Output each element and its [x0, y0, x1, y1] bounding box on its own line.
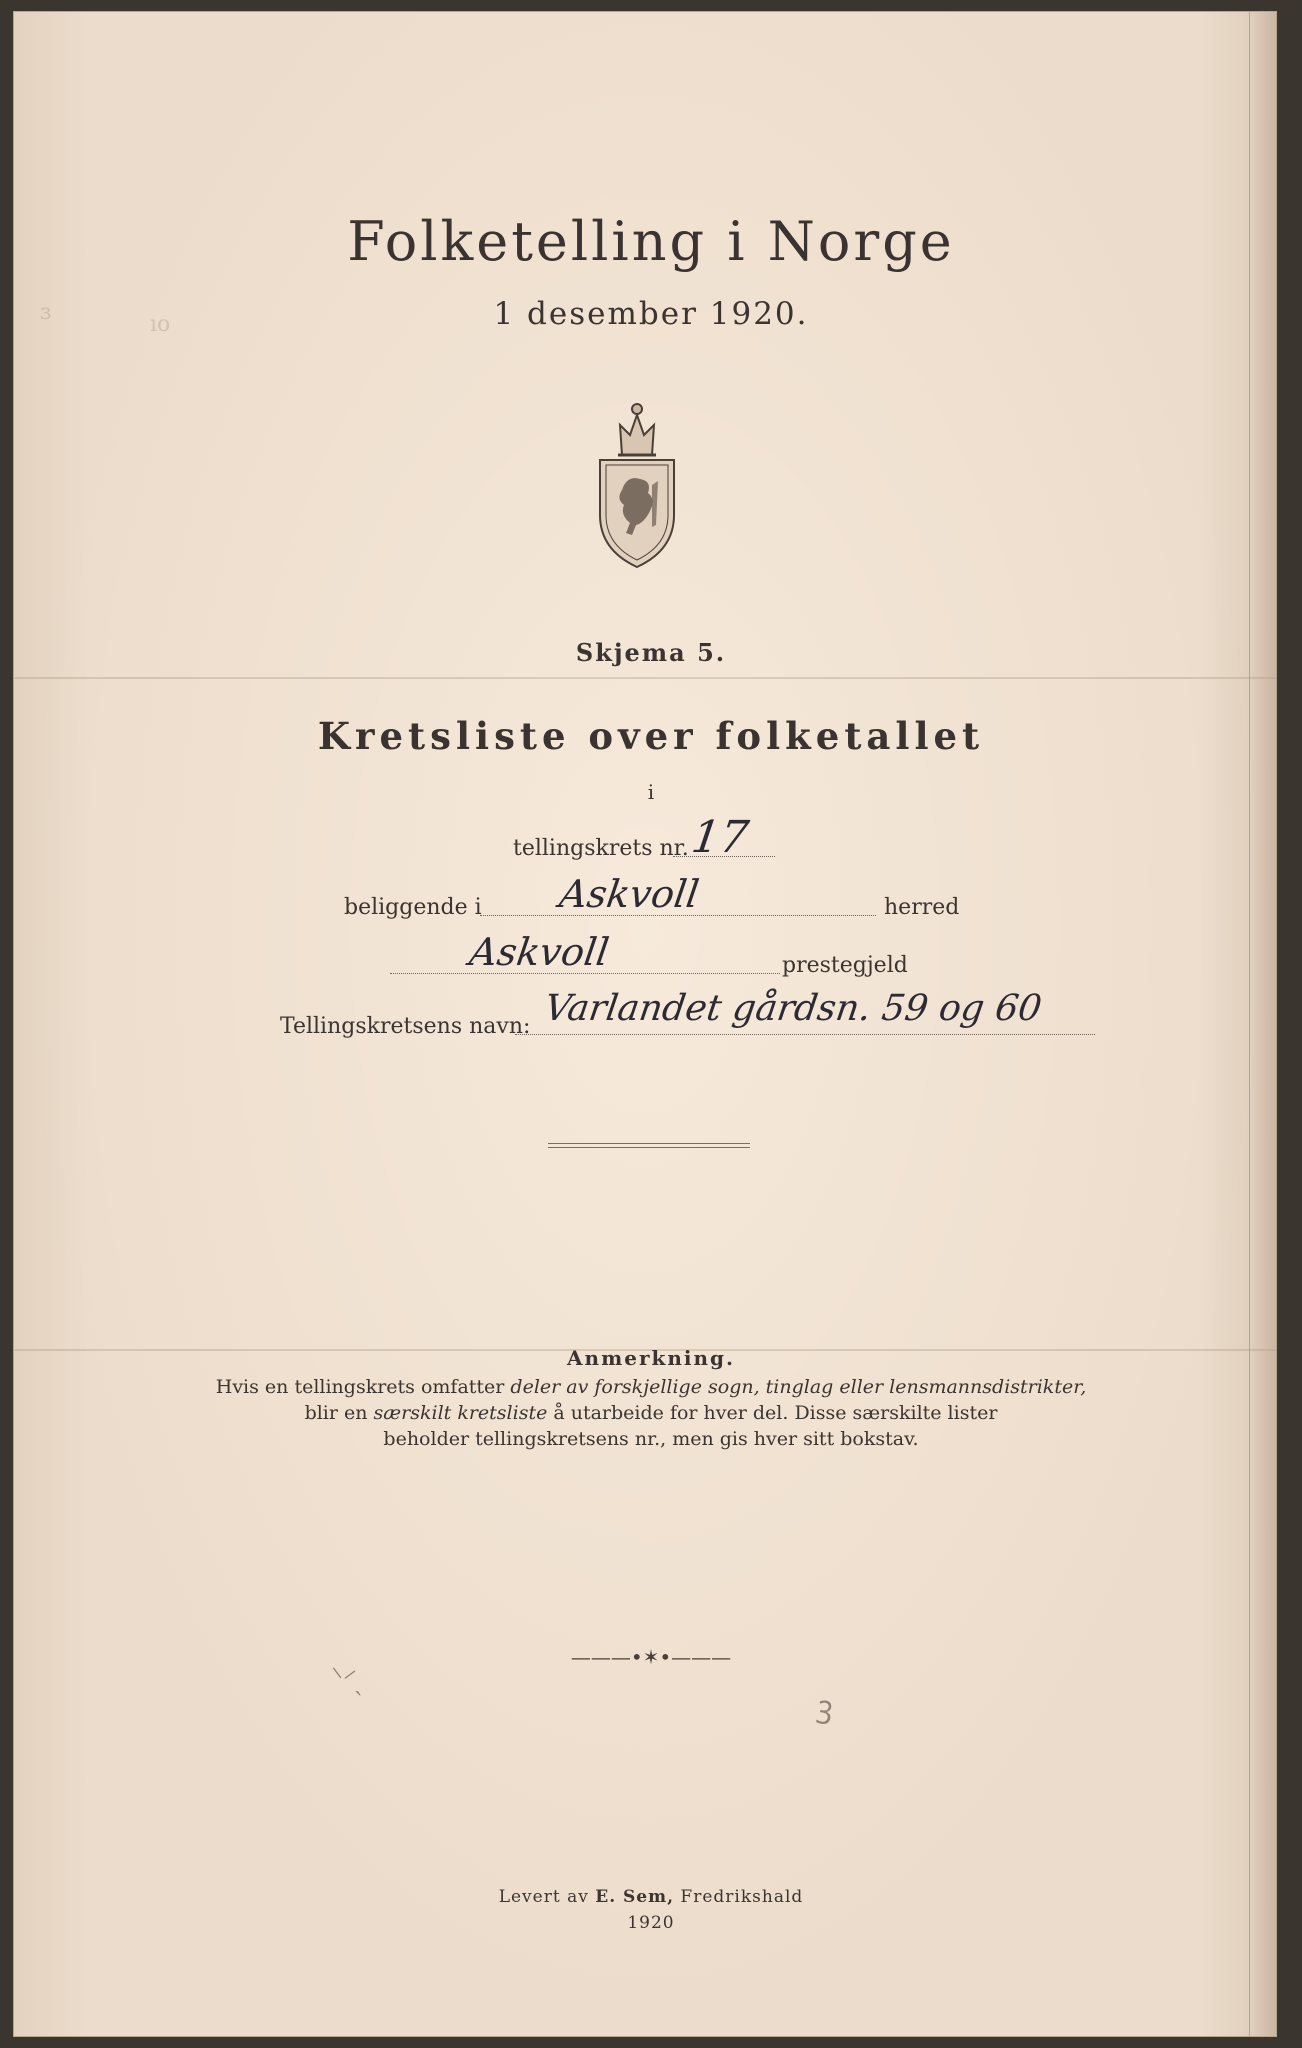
- remark-title: Anmerkning.: [567, 1346, 735, 1370]
- district-name-line: [515, 1034, 1095, 1035]
- printer-year: 1920: [627, 1913, 675, 1933]
- remark-line: [0, 1374, 1302, 1400]
- remark-emphasis: deler av forskjellige sogn, tinglag eller lensmannsdistrikter,: [510, 1376, 1087, 1398]
- form-heading: Kretsliste over folketallet: [317, 714, 985, 758]
- ink-smudge: ꝫ: [815, 1689, 836, 1726]
- ornament-divider: ———•✶•———: [570, 1645, 732, 1669]
- printer-place: Fredrikshald: [674, 1887, 804, 1907]
- printer-line: [0, 1884, 1302, 1910]
- parish-value: Askvoll: [466, 930, 612, 974]
- section-divider: [548, 1143, 750, 1144]
- document-date: 1 desember 1920.: [493, 296, 809, 332]
- district-name-label: Tellingskretsens navn:: [280, 1014, 531, 1039]
- paper-fold: [14, 677, 1276, 679]
- remark-text: å utarbeide for hver del. Disse særskilte lister: [547, 1402, 998, 1424]
- remark-emphasis: særskilt kretsliste: [373, 1402, 548, 1424]
- district-number-value: 17: [688, 812, 752, 863]
- bleed-through-mark: ɜ: [40, 300, 52, 325]
- section-divider: [548, 1147, 750, 1148]
- remark-line: beholder tellingskretsens nr., men gis hver sitt bokstav.: [383, 1428, 919, 1450]
- herred-label: herred: [884, 895, 960, 920]
- printer-imprint: [0, 1884, 1302, 1936]
- ink-smudge: ⸌⸍ˎ: [327, 1662, 367, 1698]
- remark-line: [0, 1400, 1302, 1426]
- norwegian-coat-of-arms-icon: [592, 395, 682, 570]
- district-name-value: Varlandet gårdsn. 59 og 60: [542, 988, 1045, 1029]
- located-label: beliggende i: [344, 895, 482, 920]
- remark-text: Hvis en tellingskrets omfatter: [215, 1376, 511, 1398]
- schema-number: Skjema 5.: [575, 638, 727, 667]
- located-value: Askvoll: [556, 872, 702, 916]
- parish-label: prestegjeld: [782, 953, 908, 978]
- remark-text: blir en: [304, 1402, 374, 1424]
- document-title: Folketelling i Norge: [347, 210, 955, 273]
- printer-prefix: Levert av: [498, 1887, 596, 1907]
- bleed-through-mark: ıo: [150, 312, 171, 337]
- printer-name: E. Sem,: [595, 1887, 675, 1907]
- connector-text: i: [647, 780, 655, 804]
- district-number-label: tellingskrets nr.: [513, 836, 689, 861]
